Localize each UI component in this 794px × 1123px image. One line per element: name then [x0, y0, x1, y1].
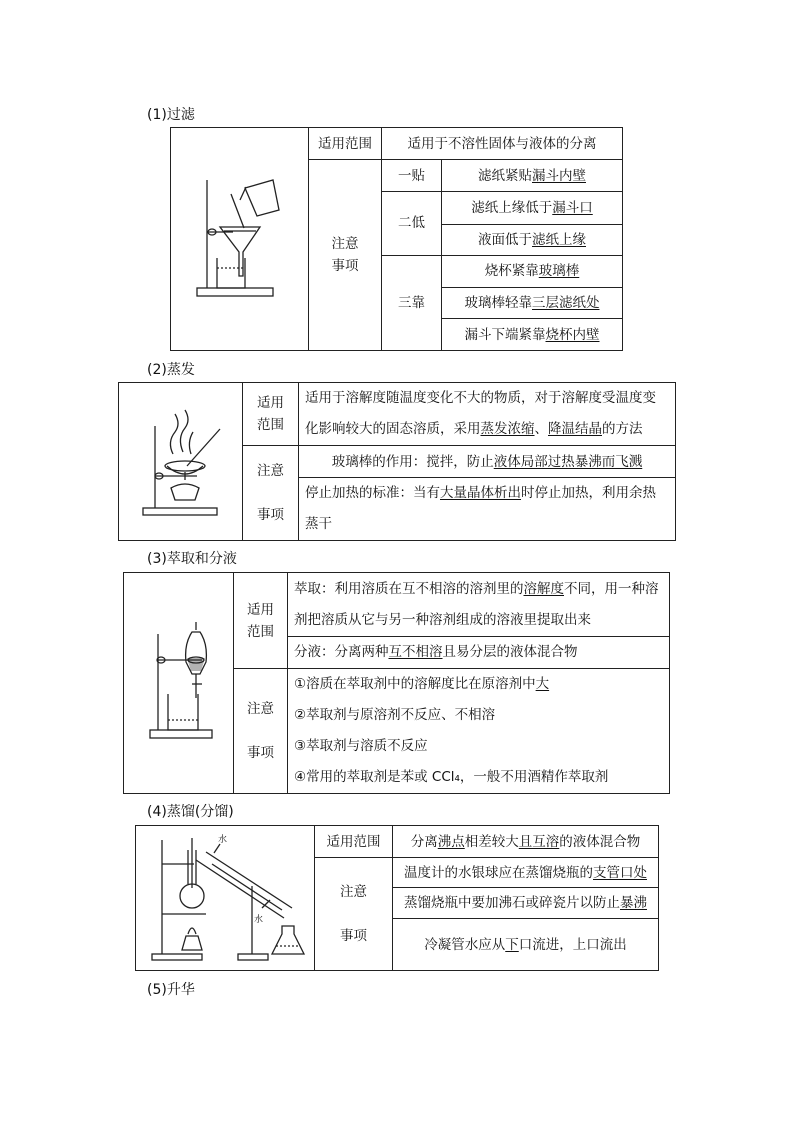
evaporation-note-2: 停止加热的标准：当有大量晶体析出时停止加热，利用余热蒸干 [299, 478, 676, 541]
filtration-apparatus-figure [171, 128, 309, 351]
extraction-note-1: ①溶质在萃取剂中的溶解度比在原溶剂中大 [288, 669, 670, 701]
filtration-er-1: 滤纸上缘低于漏斗口 [442, 192, 623, 224]
filtration-san-2: 玻璃棒轻靠三层滤纸处 [442, 288, 623, 319]
evaporation-scope-label: 适用 范围 [243, 383, 299, 446]
filtration-yi: 滤纸紧贴漏斗内壁 [442, 160, 623, 192]
evaporation-table [118, 382, 676, 541]
filtration-san-label: 三靠 [382, 255, 442, 350]
filtration-yi-label: 一贴 [382, 160, 442, 192]
distillation-scope-label: 适用范围 [315, 826, 393, 858]
distillation-note-3: 冷凝管水应从下口流进，上口流出 [393, 919, 659, 971]
section-heading-extraction: (3)萃取和分液 [147, 551, 237, 567]
extraction-scope-2: 分液：分离两种互不相溶且易分层的液体混合物 [288, 637, 670, 669]
extraction-apparatus-figure [124, 573, 234, 794]
evaporation-note-1: 玻璃棒的作用：搅拌，防止液体局部过热暴沸而飞溅 [299, 446, 676, 478]
extraction-note-label: 注意 事项 [234, 669, 288, 794]
evaporation-apparatus-figure [119, 383, 243, 541]
section-heading-distillation: (4)蒸馏(分馏) [147, 804, 234, 820]
section-heading-sublimation: (5)升华 [147, 982, 195, 998]
filtration-er-2: 液面低于滤纸上缘 [442, 224, 623, 255]
distillation-note-label: 注意 事项 [315, 858, 393, 971]
distillation-apparatus-figure [136, 826, 315, 971]
extraction-note-3: ③萃取剂与溶质不反应 [288, 731, 670, 762]
extraction-scope-label: 适用 范围 [234, 573, 288, 669]
section-heading-evaporation: (2)蒸发 [147, 362, 195, 378]
evaporation-note-label: 注意 事项 [243, 446, 299, 541]
extraction-table [123, 572, 670, 794]
distillation-note-1: 温度计的水银球应在蒸馏烧瓶的支管口处 [393, 858, 659, 888]
filtration-san-3: 漏斗下端紧靠烧杯内壁 [442, 319, 623, 351]
filtration-san-1: 烧杯紧靠玻璃棒 [442, 255, 623, 287]
filtration-scope-label: 适用范围 [309, 128, 382, 160]
distillation-note-2: 蒸馏烧瓶中要加沸石或碎瓷片以防止暴沸 [393, 888, 659, 919]
filtration-table [170, 127, 623, 351]
water-out-label: 水 [218, 835, 228, 845]
evaporation-scope: 适用于溶解度随温度变化不大的物质，对于溶解度受温度变化影响较大的固态溶质，采用蒸发浓缩、降温结晶的方法 [299, 383, 676, 446]
filtration-scope: 适用于不溶性固体与液体的分离 [382, 128, 623, 160]
extraction-scope-1: 萃取：利用溶质在互不相溶的溶剂里的溶解度不同，用一种溶剂把溶质从它与另一种溶剂组成的溶液里提取出来 [288, 573, 670, 637]
distillation-table [135, 825, 659, 971]
section-heading-filtration: (1)过滤 [147, 107, 195, 123]
extraction-note-2: ②萃取剂与原溶剂不反应、不相溶 [288, 700, 670, 731]
filtration-note-label: 注意 事项 [309, 160, 382, 351]
filtration-er-label: 二低 [382, 192, 442, 255]
distillation-scope: 分离沸点相差较大且互溶的液体混合物 [393, 826, 659, 858]
extraction-note-4: ④常用的萃取剂是苯或 CCl₄，一般不用酒精作萃取剂 [288, 762, 670, 794]
water-in-label: 水 [254, 915, 264, 925]
